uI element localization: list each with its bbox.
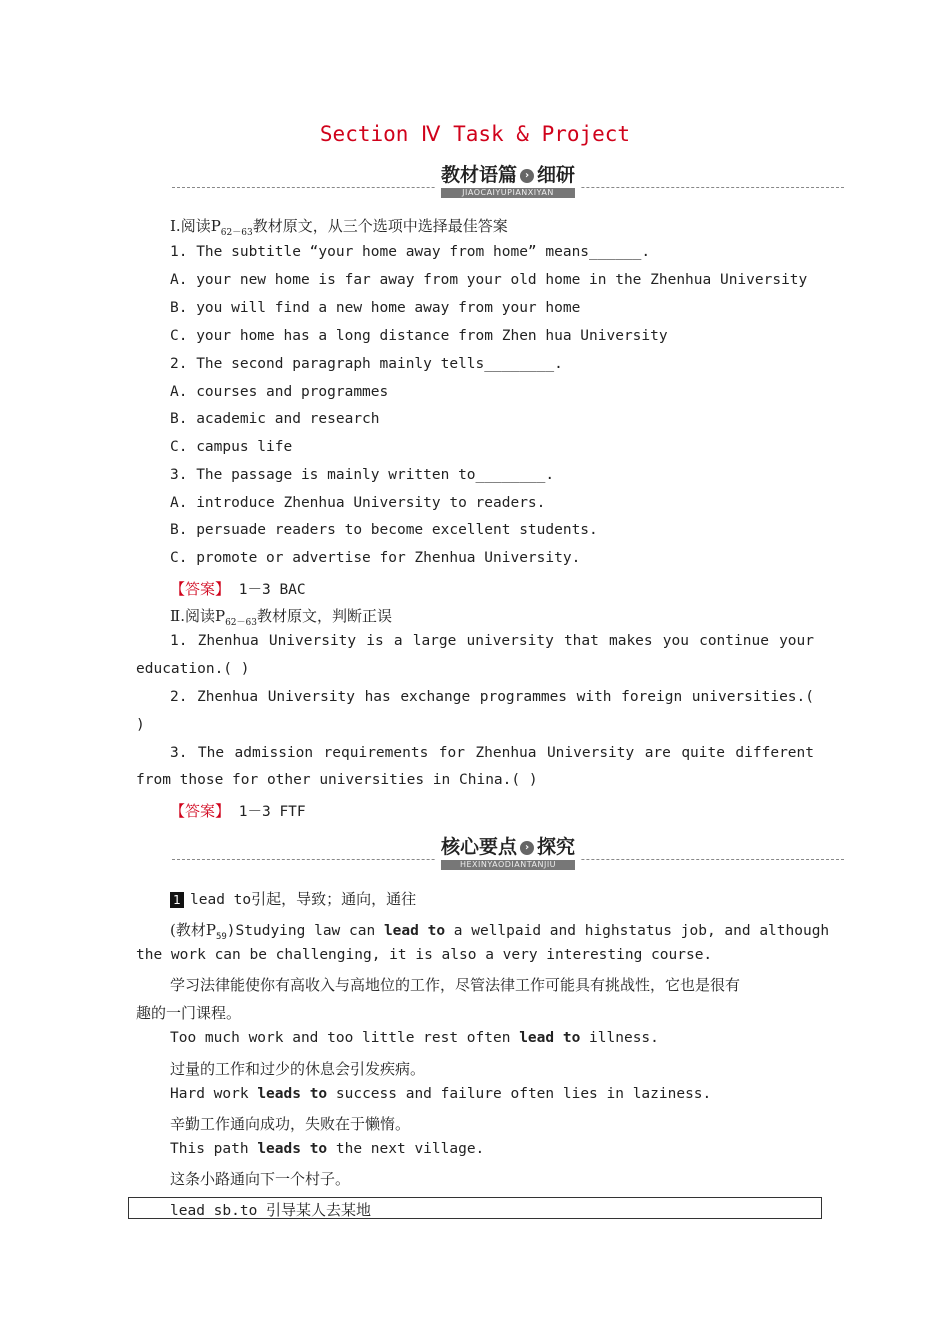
banner-title-left: 教材语篇 (440, 164, 517, 186)
part2-answer: 【答案】 1－3 FTF (170, 802, 306, 820)
section-banner-core (172, 832, 844, 868)
banner-pinyin: JIAOCAIYUPIANXIYAN (441, 188, 575, 198)
banner-title-right: 探究 (537, 836, 576, 858)
statement-2: 2. Zhenhua University has exchange programmes with foreign universities.( (170, 689, 814, 705)
example-1-cont: the work can be challenging, it is also a very interesting course. (136, 947, 713, 963)
example-1-translation-cont: 趣的一门课程。 (136, 1004, 242, 1022)
statement-2-cont: ) (136, 717, 145, 733)
question-1: 1. The subtitle “your home away from home” means______. (170, 244, 651, 260)
question-3: 3. The passage is mainly written to________. (170, 467, 555, 483)
option-1a: A. your new home is far away from your old home in the Zhenhua University (170, 272, 808, 288)
part1-answer: 【答案】 1－3 BAC (170, 580, 306, 598)
banner-title-right: 细研 (537, 164, 576, 186)
option-1b: B. you will find a new home away from your home (170, 300, 581, 316)
statement-1-cont: education.( ) (136, 661, 250, 677)
section-banner-textbook (172, 160, 844, 196)
example-2: Too much work and too little rest often lead to illness. (170, 1030, 659, 1046)
point-number: 1 (170, 892, 184, 908)
page-title: Section Ⅳ Task & Project (319, 122, 631, 146)
example-4: This path leads to the next village. (170, 1141, 485, 1157)
example-1: (教材$P_{59})Studying$ law can lead to a wellpaid and highstatus job, and although (170, 921, 830, 942)
example-4-translation: 这条小路通向下一个村子。 (170, 1170, 351, 1188)
banner-title-left: 核心要点 (440, 836, 517, 858)
option-2c: C. campus life (170, 439, 293, 455)
example-1-translation: 学习法律能使你有高收入与高地位的工作，尽管法律工作可能具有挑战性，它也是很有 (170, 976, 741, 994)
part1-heading: Ⅰ.阅读$P_{62-63}$教材原文，从三个选项中选择最佳答案 (170, 217, 508, 238)
example-3: Hard work leads to success and failure often lies in laziness. (170, 1086, 712, 1102)
point-1-heading: 1 lead to引起，导致；通向，通往 (170, 888, 416, 909)
part2-heading: Ⅱ.阅读$P_{62-63}$教材原文，判断正误 (170, 607, 392, 628)
option-3a: A. introduce Zhenhua University to readers. (170, 495, 546, 511)
banner-pinyin: HEXINYAODIANTANJIU (441, 860, 575, 870)
option-1c: C. your home has a long distance from Zhen hua University (170, 328, 668, 344)
option-3b: B. persuade readers to become excellent students. (170, 522, 598, 538)
chevron-right-icon: › (520, 169, 534, 183)
question-2: 2. The second paragraph mainly tells________. (170, 356, 563, 372)
statement-3-cont: from those for other universities in China.( ) (136, 772, 538, 788)
option-3c: C. promote or advertise for Zhenhua University. (170, 550, 581, 566)
example-3-translation: 辛勤工作通向成功，失败在于懒惰。 (170, 1115, 411, 1133)
statement-3: 3. The admission requirements for Zhenhua University are quite different (170, 745, 814, 761)
option-2a: A. courses and programmes (170, 384, 389, 400)
phrase-box-content: lead sb.to 引导某人去某地 (170, 1201, 372, 1219)
option-2b: B. academic and research (170, 411, 380, 427)
chevron-right-icon: › (520, 841, 534, 855)
example-2-translation: 过量的工作和过少的休息会引发疾病。 (170, 1060, 426, 1078)
statement-1: 1. Zhenhua University is a large university that makes you continue your (170, 633, 814, 649)
